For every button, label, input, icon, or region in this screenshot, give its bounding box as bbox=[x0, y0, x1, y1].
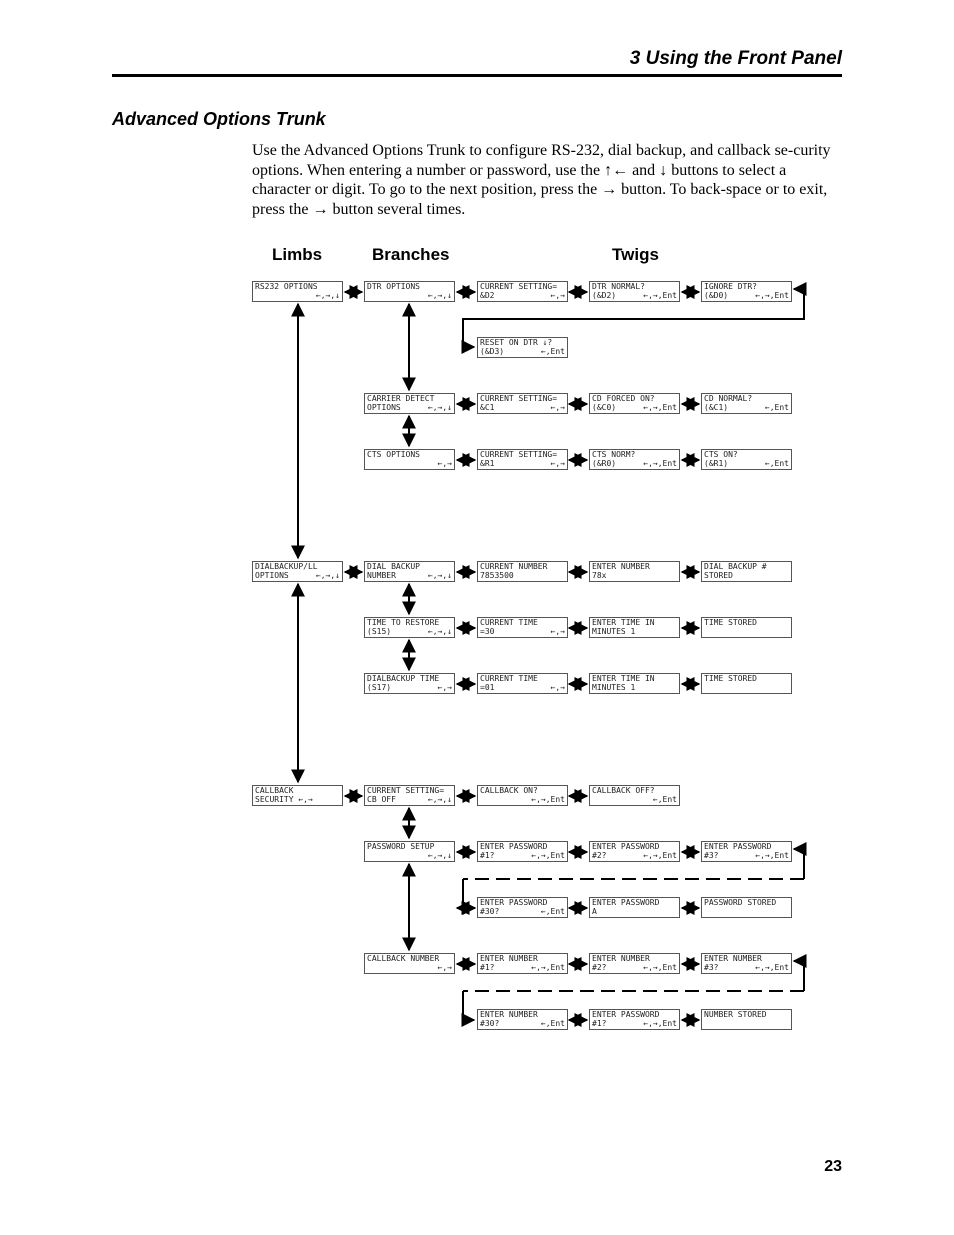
menu-box-cd-forced-on bbox=[589, 393, 680, 414]
box-line: DTR NORMAL? bbox=[592, 282, 645, 291]
box-line: CALLBACK OFF? bbox=[592, 786, 655, 795]
box-keys: ←,Ent bbox=[652, 795, 677, 804]
menu-box-cts-current-setting bbox=[477, 449, 568, 470]
box-line: ENTER TIME IN bbox=[592, 674, 655, 683]
box-keys: ←,→,Ent bbox=[643, 459, 677, 468]
box-keys: ←,→,Ent bbox=[643, 1019, 677, 1028]
intro-text-1: Use the Advanced Options Trunk to configure RS-232, dial backup, and callback se-curity options. When entering a number or password, use the bbox=[252, 142, 831, 179]
box-line: &R1 bbox=[480, 459, 495, 468]
box-keys: ←,→,Ent bbox=[531, 851, 565, 860]
menu-box-time-to-restore bbox=[364, 617, 455, 638]
box-line: 7853500 bbox=[480, 571, 514, 580]
menu-box-enter-password-1 bbox=[477, 841, 568, 862]
box-line: &D2 bbox=[480, 291, 495, 300]
box-line: RS232 OPTIONS bbox=[255, 282, 318, 291]
box-line: ENTER PASSWORD bbox=[480, 842, 548, 851]
box-line: TIME STORED bbox=[704, 674, 757, 683]
box-keys: ←,Ent bbox=[764, 459, 789, 468]
box-keys: ←,→ bbox=[437, 963, 452, 972]
box-line: CALLBACK NUMBER bbox=[367, 954, 440, 963]
box-line: CARRIER DETECT bbox=[367, 394, 435, 403]
box-keys: ←,→,↓ bbox=[315, 571, 340, 580]
box-line: CTS ON? bbox=[704, 450, 738, 459]
box-keys: ←,→,↓ bbox=[427, 571, 452, 580]
box-line: #1? bbox=[592, 1019, 607, 1028]
box-line: (S15) bbox=[367, 627, 392, 636]
menu-box-callback-current-setting bbox=[364, 785, 455, 806]
box-line: CTS OPTIONS bbox=[367, 450, 420, 459]
box-line: (&D2) bbox=[592, 291, 617, 300]
box-line: #2? bbox=[592, 851, 607, 860]
menu-box-callback-off bbox=[589, 785, 680, 806]
box-line: #2? bbox=[592, 963, 607, 972]
column-heading-branches: Branches bbox=[372, 245, 450, 264]
box-line: CURRENT SETTING= bbox=[367, 786, 445, 795]
intro-text-5: button several times. bbox=[328, 200, 466, 218]
box-line: CTS NORM? bbox=[592, 450, 636, 459]
menu-box-enter-password-2 bbox=[589, 841, 680, 862]
intro-text-3: buttons to select a character or digit. To go to the next position, press the bbox=[252, 161, 787, 198]
menu-box-dialbackup-enter-time bbox=[589, 673, 680, 694]
box-keys: ←,→,↓ bbox=[315, 291, 340, 300]
menu-box-dialbackup-current-time bbox=[477, 673, 568, 694]
box-line: CURRENT SETTING= bbox=[480, 394, 558, 403]
page-number: 23 bbox=[824, 1158, 842, 1175]
box-keys: ←,→,↓ bbox=[427, 627, 452, 636]
box-line: CURRENT TIME bbox=[480, 674, 538, 683]
menu-box-dtr-current-setting bbox=[477, 281, 568, 302]
box-line: #30? bbox=[480, 1019, 500, 1028]
down-arrow-icon: ↓ bbox=[659, 161, 668, 179]
box-keys: ←,→ bbox=[437, 459, 452, 468]
box-keys: ←,→,Ent bbox=[531, 795, 565, 804]
box-line: DIAL BACKUP # bbox=[704, 562, 767, 571]
menu-box-dialbackup-time bbox=[364, 673, 455, 694]
box-keys: ←,→,↓ bbox=[427, 403, 452, 412]
menu-box-dtr-options bbox=[364, 281, 455, 302]
box-line: DTR OPTIONS bbox=[367, 282, 420, 291]
menu-box-ignore-dtr bbox=[701, 281, 792, 302]
menu-box-enter-number-3 bbox=[701, 953, 792, 974]
up-left-arrow-icon: ↑← bbox=[604, 161, 629, 179]
chapter-header: 3 Using the Front Panel bbox=[629, 48, 842, 69]
menu-box-carrier-detect bbox=[364, 393, 455, 414]
box-keys: ←,→,Ent bbox=[755, 963, 789, 972]
box-line: ENTER TIME IN bbox=[592, 618, 655, 627]
box-line: ENTER NUMBER bbox=[592, 562, 650, 571]
box-line: (&D3) bbox=[480, 347, 505, 356]
box-line: DIALBACKUP/LL bbox=[255, 562, 318, 571]
box-keys: ←,→,Ent bbox=[643, 851, 677, 860]
menu-box-current-number bbox=[477, 561, 568, 582]
box-line: (&R1) bbox=[704, 459, 729, 468]
box-keys: ←,Ent bbox=[540, 347, 565, 356]
menu-box-enter-number-30 bbox=[477, 1009, 568, 1030]
box-line: (&D0) bbox=[704, 291, 729, 300]
menu-box-callback-number bbox=[364, 953, 455, 974]
menu-box-enter-password-30 bbox=[477, 897, 568, 918]
box-keys: ←,Ent bbox=[540, 1019, 565, 1028]
menu-box-restore-enter-time bbox=[589, 617, 680, 638]
box-line: TIME STORED bbox=[704, 618, 757, 627]
box-keys: ←,→ bbox=[550, 291, 565, 300]
menu-box-rs232-options bbox=[252, 281, 343, 302]
menu-box-password-setup bbox=[364, 841, 455, 862]
box-line: (&R0) bbox=[592, 459, 617, 468]
box-line: CURRENT SETTING= bbox=[480, 282, 558, 291]
box-line: CURRENT SETTING= bbox=[480, 450, 558, 459]
box-line: ENTER PASSWORD bbox=[592, 1010, 660, 1019]
menu-box-password-stored bbox=[701, 897, 792, 918]
menu-box-cts-norm bbox=[589, 449, 680, 470]
menu-box-cts-on bbox=[701, 449, 792, 470]
menu-box-cd-normal bbox=[701, 393, 792, 414]
box-line: #30? bbox=[480, 907, 500, 916]
box-line: NUMBER STORED bbox=[704, 1010, 767, 1019]
box-line: RESET ON DTR ↓? bbox=[480, 338, 553, 347]
menu-box-enter-number-2 bbox=[589, 953, 680, 974]
box-line: OPTIONS bbox=[367, 403, 401, 412]
box-line: STORED bbox=[704, 571, 733, 580]
menu-box-number-enter-password-1 bbox=[589, 1009, 680, 1030]
box-line: =30 bbox=[480, 627, 495, 636]
box-line: PASSWORD SETUP bbox=[367, 842, 435, 851]
box-line: DIALBACKUP TIME bbox=[367, 674, 440, 683]
box-line: (S17) bbox=[367, 683, 392, 692]
menu-box-dtr-normal bbox=[589, 281, 680, 302]
menu-box-number-stored bbox=[701, 1009, 792, 1030]
box-line: NUMBER bbox=[367, 571, 396, 580]
box-keys: ←,→,Ent bbox=[755, 291, 789, 300]
box-keys: ←,→,Ent bbox=[643, 403, 677, 412]
box-line: CALLBACK ON? bbox=[480, 786, 538, 795]
box-line: #1? bbox=[480, 963, 495, 972]
menu-box-enter-number-1 bbox=[477, 953, 568, 974]
box-line: ENTER PASSWORD bbox=[592, 842, 660, 851]
right-arrow-icon: → bbox=[312, 200, 329, 218]
menu-box-dial-backup-stored bbox=[701, 561, 792, 582]
box-line: ENTER NUMBER bbox=[480, 1010, 538, 1019]
section-title: Advanced Options Trunk bbox=[112, 109, 326, 129]
box-keys: ←,Ent bbox=[540, 907, 565, 916]
box-keys: ←,→,↓ bbox=[427, 795, 452, 804]
box-keys: ←,→ bbox=[550, 459, 565, 468]
box-keys: ←,→,Ent bbox=[531, 963, 565, 972]
menu-box-reset-on-dtr bbox=[477, 337, 568, 358]
box-keys: ←,Ent bbox=[764, 403, 789, 412]
box-line: TIME TO RESTORE bbox=[367, 618, 440, 627]
box-line: CD FORCED ON? bbox=[592, 394, 655, 403]
box-line: #3? bbox=[704, 963, 719, 972]
menu-box-restore-time-stored bbox=[701, 617, 792, 638]
box-line: (&C0) bbox=[592, 403, 617, 412]
box-line: CURRENT TIME bbox=[480, 618, 538, 627]
box-line: DIAL BACKUP bbox=[367, 562, 420, 571]
menu-box-cts-options bbox=[364, 449, 455, 470]
menu-box-callback-on bbox=[477, 785, 568, 806]
intro-text-4: button. To back-space or to exit, press the bbox=[252, 181, 828, 218]
menu-box-enter-password-a bbox=[589, 897, 680, 918]
menu-box-restore-current-time bbox=[477, 617, 568, 638]
box-keys: ←,→ bbox=[550, 627, 565, 636]
box-line: ENTER PASSWORD bbox=[704, 842, 772, 851]
box-line: ENTER PASSWORD bbox=[480, 898, 548, 907]
box-line: #1? bbox=[480, 851, 495, 860]
box-line: PASSWORD STORED bbox=[704, 898, 777, 907]
box-line: CD NORMAL? bbox=[704, 394, 753, 403]
box-line: &C1 bbox=[480, 403, 495, 412]
menu-box-dialbackup-options bbox=[252, 561, 343, 582]
box-keys: ←,→,Ent bbox=[643, 291, 677, 300]
box-keys: ←,→,↓ bbox=[427, 291, 452, 300]
box-line: (&C1) bbox=[704, 403, 729, 412]
box-line: ENTER NUMBER bbox=[592, 954, 650, 963]
box-line: IGNORE DTR? bbox=[704, 282, 757, 291]
box-line: ENTER NUMBER bbox=[704, 954, 762, 963]
box-keys: ←,→ bbox=[550, 403, 565, 412]
box-line: MINUTES 1 bbox=[592, 683, 636, 692]
box-keys: ←,→ bbox=[550, 683, 565, 692]
box-keys: ←,→,Ent bbox=[755, 851, 789, 860]
box-line: SECURITY ←,→ bbox=[255, 795, 313, 804]
menu-box-dial-backup-number bbox=[364, 561, 455, 582]
box-line: MINUTES 1 bbox=[592, 627, 636, 636]
box-line: =01 bbox=[480, 683, 495, 692]
menu-box-callback-security bbox=[252, 785, 343, 806]
right-arrow-icon: → bbox=[601, 181, 618, 198]
box-line: CURRENT NUMBER bbox=[480, 562, 548, 571]
box-keys: ←,→ bbox=[437, 683, 452, 692]
box-line: OPTIONS bbox=[255, 571, 289, 580]
box-keys: ←,→,Ent bbox=[643, 963, 677, 972]
menu-box-cd-current-setting bbox=[477, 393, 568, 414]
box-line: ENTER NUMBER bbox=[480, 954, 538, 963]
box-line: CALLBACK bbox=[255, 786, 294, 795]
box-line: #3? bbox=[704, 851, 719, 860]
box-line: A bbox=[592, 907, 597, 916]
box-line: CB OFF bbox=[367, 795, 396, 804]
column-heading-twigs: Twigs bbox=[612, 245, 659, 264]
box-line: ENTER PASSWORD bbox=[592, 898, 660, 907]
menu-box-enter-password-3 bbox=[701, 841, 792, 862]
menu-box-dialbackup-time-stored bbox=[701, 673, 792, 694]
box-keys: ←,→,↓ bbox=[427, 851, 452, 860]
column-heading-limbs: Limbs bbox=[272, 245, 323, 264]
intro-text-2: and bbox=[628, 161, 660, 179]
menu-box-enter-number bbox=[589, 561, 680, 582]
box-line: 78x bbox=[592, 571, 607, 580]
